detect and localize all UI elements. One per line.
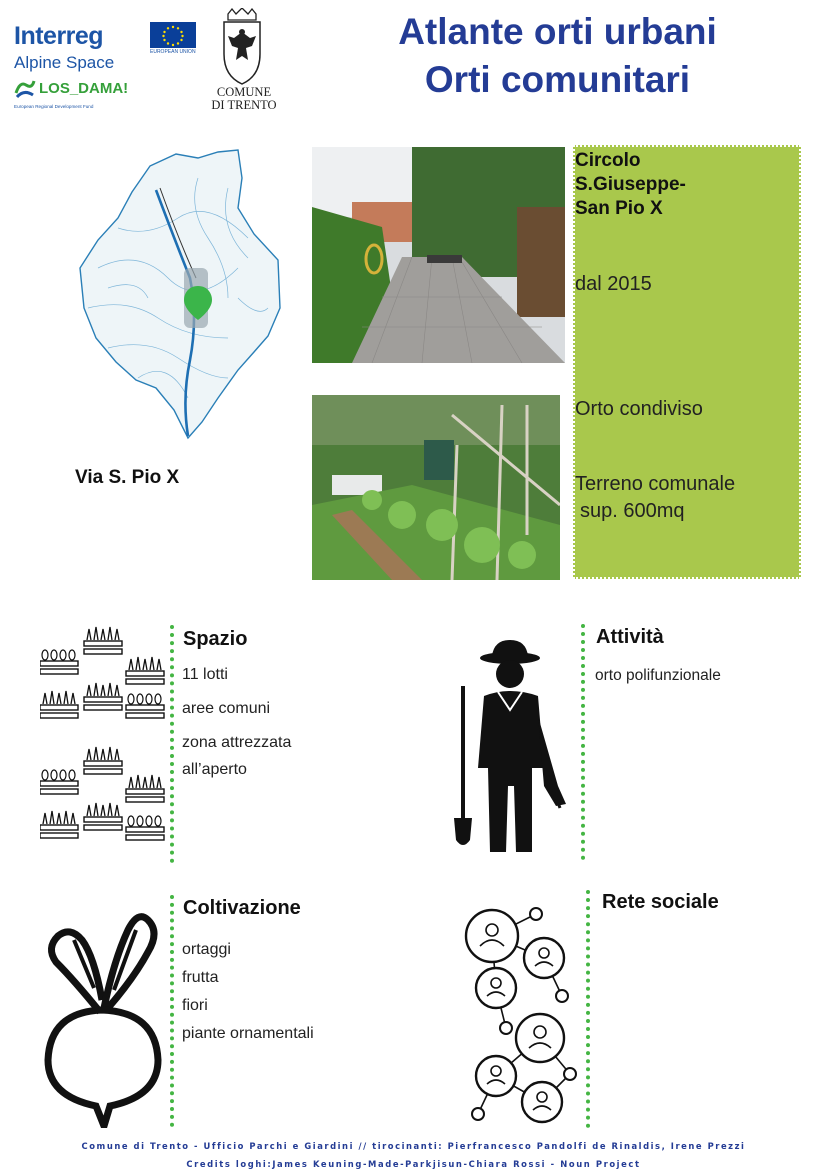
trento-map (78, 148, 283, 440)
coltivazione-item: piante ornamentali (182, 1025, 314, 1042)
surface-area: sup. 600mq (580, 500, 685, 522)
comune-di-trento-label (204, 86, 284, 112)
footer-credits-2: Credits loghi:James Keuning-Made-Parkjisun-Chiara Rossi - Noun Project (186, 1159, 641, 1169)
rete-divider (586, 890, 590, 1128)
garden-type: Orto condiviso (575, 398, 703, 420)
alpine-space-text: Alpine Space (14, 53, 115, 72)
coltivazione-item: ortaggi (182, 941, 231, 958)
social-network-icon (458, 888, 578, 1128)
rete-heading: Rete sociale (602, 891, 719, 913)
title-line-2: Orti comunitari (424, 59, 691, 100)
spazio-heading: Spazio (183, 628, 248, 650)
garden-photo-beds (312, 395, 560, 580)
los-dama-text: LOS_DAMA! (39, 80, 129, 97)
coltivazione-item: fiori (182, 997, 208, 1014)
eu-flag-icon (150, 22, 196, 48)
footer-credits-1: Comune di Trento - Ufficio Parchi e Giardini // tirocinanti: Pierfrancesco Pandolfi de Rinaldis, Irene Prezzi (81, 1141, 746, 1151)
erdf-text: European Regional Development Fund (14, 104, 94, 109)
spazio-item: all’aperto (182, 761, 247, 778)
comune-line-2: DI TRENTO (211, 98, 277, 112)
los-dama-logo-icon (14, 79, 36, 99)
trento-crest-icon (220, 8, 264, 86)
beetroot-icon (44, 900, 162, 1128)
garden-photo-path (312, 147, 565, 363)
coltivazione-item: frutta (182, 969, 219, 986)
since-year: dal 2015 (575, 273, 652, 295)
attivita-divider (581, 624, 585, 860)
plots-icon (40, 625, 166, 859)
land-ownership: Terreno comunale (575, 473, 736, 495)
attivita-heading: Attività (596, 626, 664, 648)
garden-name (575, 149, 765, 221)
title-line-1: Atlante orti urbani (398, 11, 717, 52)
page-title (300, 8, 815, 104)
coltivazione-heading: Coltivazione (183, 897, 301, 919)
spazio-item: aree comuni (182, 700, 271, 717)
coltivazione-divider (170, 895, 174, 1127)
spazio-divider (170, 625, 174, 863)
comune-line-1: COMUNE (216, 85, 272, 99)
spazio-item: 11 lotti (182, 666, 228, 683)
eu-label: EUROPEAN UNION (150, 49, 196, 55)
map-caption: Via S. Pio X (75, 467, 180, 488)
spazio-item: zona attrezzata (182, 734, 292, 751)
garden-name-line-1: Circolo (575, 150, 641, 171)
gardener-icon (452, 636, 570, 854)
attivita-item: orto polifunzionale (595, 667, 721, 684)
garden-name-line-2: S.Giuseppe- (575, 174, 686, 195)
interreg-logo-text: Interreg (14, 22, 104, 50)
garden-name-line-3: San Pio X (575, 198, 663, 219)
